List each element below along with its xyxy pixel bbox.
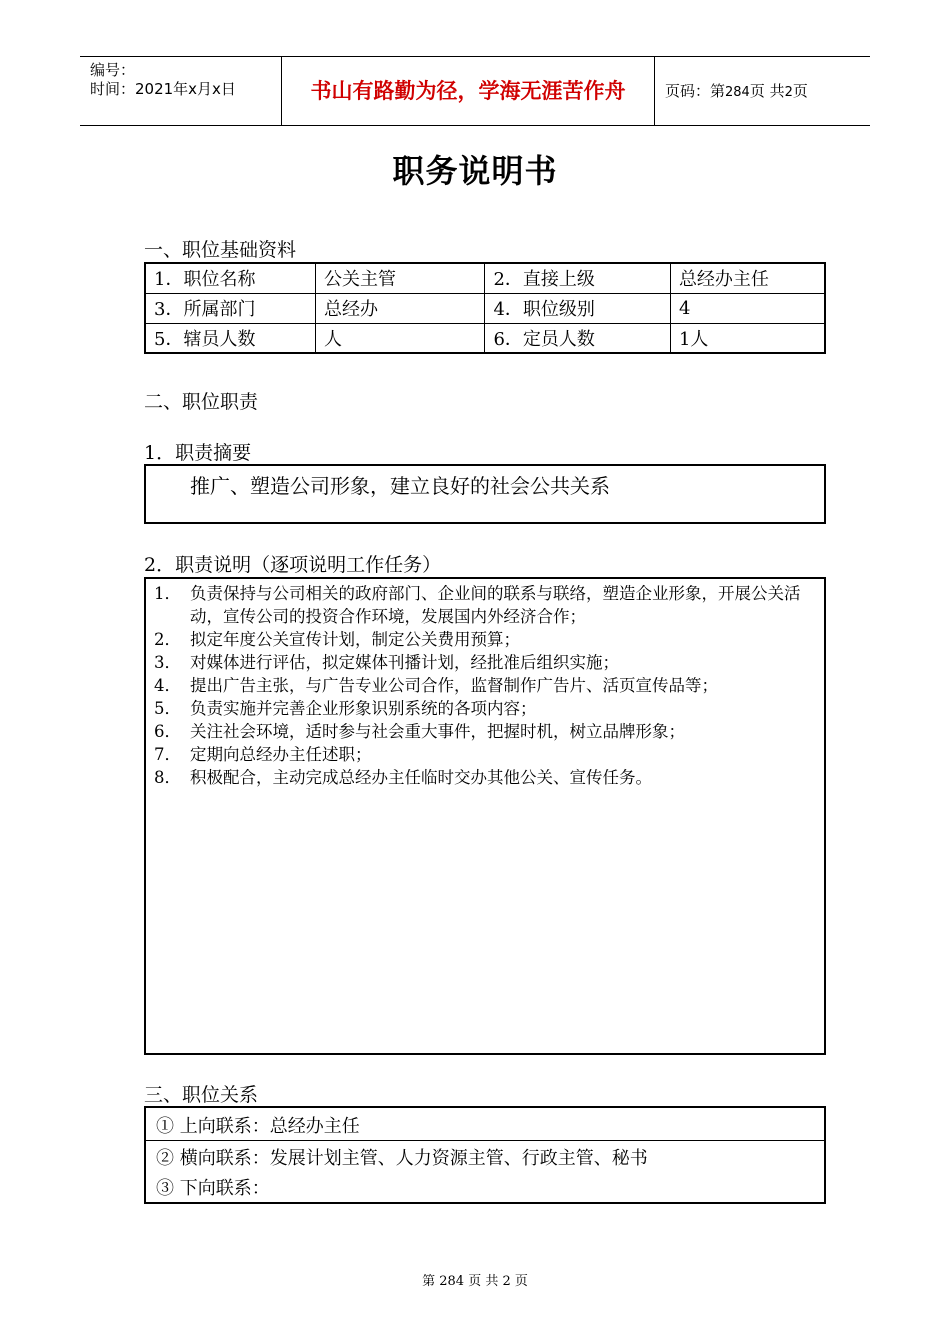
table-row bbox=[145, 293, 825, 323]
list-item bbox=[154, 628, 818, 651]
footer-page-total: 2 bbox=[502, 1274, 511, 1289]
item-number: 1． bbox=[154, 584, 181, 603]
item-number: 8． bbox=[154, 768, 181, 787]
detail-heading: 2．职责说明（逐项说明工作任务） bbox=[144, 554, 442, 576]
table-row bbox=[145, 323, 825, 353]
header-page-info bbox=[655, 57, 870, 125]
table-cell: 总经办主任 bbox=[670, 263, 825, 293]
item-number: 5． bbox=[154, 699, 181, 718]
list-item bbox=[154, 582, 818, 628]
item-text: 对媒体进行评估，拟定媒体刊播计划，经批准后组织实施； bbox=[190, 653, 619, 672]
footer-prefix: 第 bbox=[422, 1274, 436, 1289]
summary-heading: 1．职责摘要 bbox=[144, 442, 252, 464]
table-cell: 1人 bbox=[670, 323, 825, 353]
table-cell: 总经办 bbox=[316, 293, 485, 323]
table-cell: 5．辖员人数 bbox=[145, 323, 316, 353]
list-item bbox=[154, 743, 818, 766]
item-text: 负责实施并完善企业形象识别系统的各项内容； bbox=[190, 699, 537, 718]
page-total: 2 bbox=[784, 85, 793, 100]
list-item bbox=[154, 697, 818, 720]
table-cell: 1．职位名称 bbox=[145, 263, 316, 293]
list-item bbox=[154, 651, 818, 674]
item-number: 7． bbox=[154, 745, 181, 764]
footer-page-number: 284 bbox=[439, 1274, 465, 1289]
table-cell: 4 bbox=[670, 293, 825, 323]
document-title: 职务说明书 bbox=[392, 152, 558, 190]
duties-box bbox=[144, 577, 826, 1055]
item-text: 提出广告主张，与广告专业公司合作，监督制作广告片、活页宣传品等； bbox=[190, 676, 718, 695]
item-text: 负责保持与公司相关的政府部门、企业间的联系与联络，塑造企业形象，开展公关活动，宣传公司的投资合作环境，发展国内外经济合作； bbox=[190, 584, 801, 626]
table-cell: 2．直接上级 bbox=[485, 263, 670, 293]
duties-list bbox=[154, 582, 818, 789]
page-suffix: 页 bbox=[792, 82, 808, 100]
page-footer bbox=[0, 1270, 950, 1289]
page-number: 284 bbox=[725, 85, 750, 100]
header-motto: 书山有路勤为径，学海无涯苦作舟 bbox=[281, 57, 655, 125]
table-cell: 4．职位级别 bbox=[485, 293, 670, 323]
table-cell: 公关主管 bbox=[316, 263, 485, 293]
item-text: 定期向总经办主任述职； bbox=[190, 745, 372, 764]
table-cell: 人 bbox=[316, 323, 485, 353]
summary-text: 推广、塑造公司形象，建立良好的社会公共关系 bbox=[190, 474, 610, 498]
relations-box bbox=[144, 1106, 826, 1204]
relations-upward-row bbox=[146, 1108, 824, 1141]
basic-info-table bbox=[144, 262, 826, 354]
section2-heading: 二、职位职责 bbox=[144, 391, 259, 413]
table-cell: 3．所属部门 bbox=[145, 293, 316, 323]
list-item bbox=[154, 720, 818, 743]
item-number: 6． bbox=[154, 722, 181, 741]
page-mid: 页 共 bbox=[749, 82, 785, 100]
section3-heading: 三、职位关系 bbox=[144, 1084, 259, 1106]
page-header bbox=[80, 56, 870, 126]
header-meta bbox=[80, 57, 281, 125]
document-number-label: 编号： bbox=[90, 61, 136, 79]
document-date: 时间：2021年x月x日 bbox=[90, 80, 236, 98]
item-text: 积极配合，主动完成总经办主任临时交办其他公关、宣传任务。 bbox=[190, 768, 652, 787]
footer-mid: 页 共 bbox=[468, 1274, 499, 1289]
list-item bbox=[154, 674, 818, 697]
page-prefix: 页码：第 bbox=[665, 82, 726, 100]
relations-downward: ③ 下向联系： bbox=[156, 1178, 270, 1199]
item-text: 关注社会环境，适时参与社会重大事件，把握时机，树立品牌形象； bbox=[190, 722, 685, 741]
section1-heading: 一、职位基础资料 bbox=[144, 239, 297, 261]
item-number: 3． bbox=[154, 653, 181, 672]
summary-box bbox=[144, 464, 826, 524]
table-row bbox=[145, 263, 825, 293]
relations-upward: ① 上向联系：总经办主任 bbox=[156, 1116, 360, 1137]
relations-lateral: ② 横向联系：发展计划主管、人力资源主管、行政主管、秘书 bbox=[156, 1148, 648, 1169]
item-number: 2． bbox=[154, 630, 181, 649]
item-number: 4． bbox=[154, 676, 181, 695]
table-cell: 6．定员人数 bbox=[485, 323, 670, 353]
list-item bbox=[154, 766, 818, 789]
footer-suffix: 页 bbox=[514, 1274, 528, 1289]
item-text: 拟定年度公关宣传计划，制定公关费用预算； bbox=[190, 630, 520, 649]
